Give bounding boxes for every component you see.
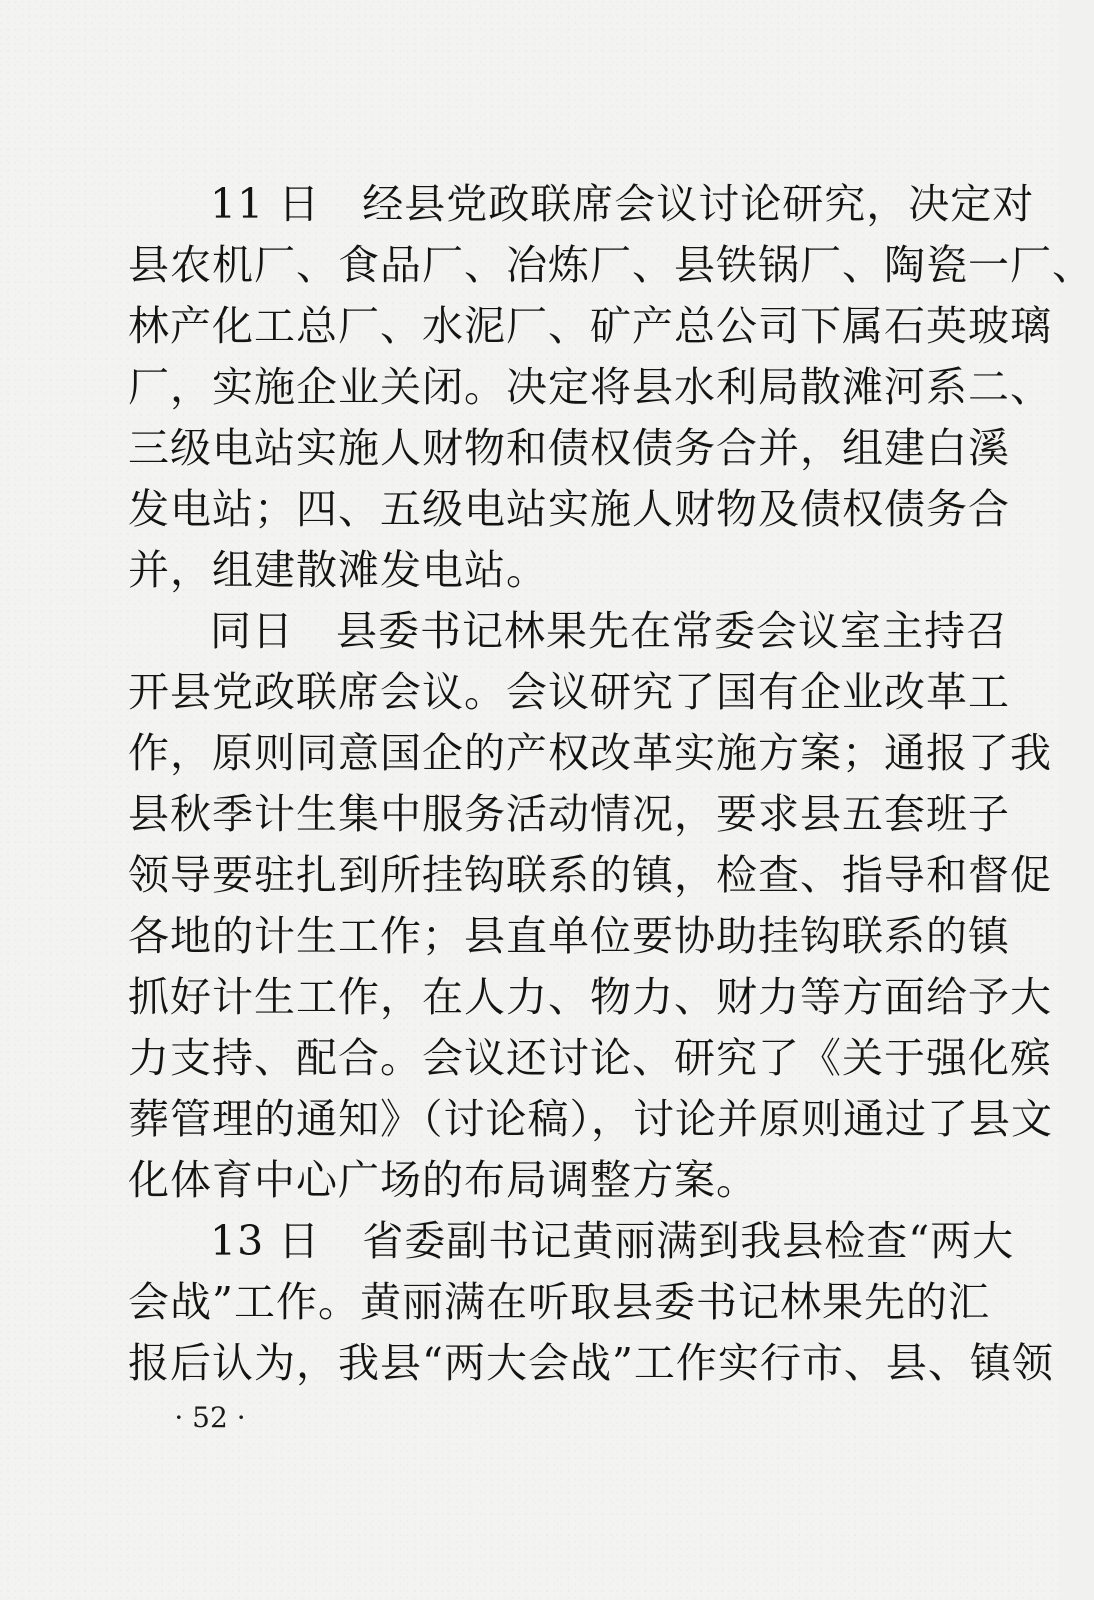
text-line: 抓好计生工作，在人力、物力、财力等方面给予大 (128, 973, 1052, 1021)
text-line: 11 日 经县党政联席会议讨论研究，决定对 (210, 180, 1035, 228)
body-text (128, 174, 1094, 1394)
text-line: 同日 县委书记林果先在常委会议室主持召 (210, 607, 1008, 655)
text-line: 各地的计生工作；县直单位要协助挂钩联系的镇 (128, 912, 1010, 960)
text-line: 力支持、配合。会议还讨论、研究了《关于强化殡 (128, 1034, 1052, 1082)
text-line: 领导要驻扎到所挂钩联系的镇，检查、指导和督促 (128, 851, 1052, 899)
text-line: 化体育中心广场的布局调整方案。 (128, 1156, 758, 1204)
text-line: 林产化工总厂、水泥厂、矿产总公司下属石英玻璃 (128, 302, 1052, 350)
text-line: 三级电站实施人财物和债权债务合并，组建白溪 (128, 424, 1010, 472)
text-line: 厂，实施企业关闭。决定将县水利局散滩河系二、 (128, 363, 1052, 411)
page-number: · 52 · (174, 1401, 246, 1434)
text-line: 13 日 省委副书记黄丽满到我县检查“两大 (210, 1217, 1015, 1265)
text-line: 县秋季计生集中服务活动情况，要求县五套班子 (128, 790, 1010, 838)
text-line: 报后认为，我县“两大会战”工作实行市、县、镇领 (128, 1339, 1054, 1387)
text-line: 作，原则同意国企的产权改革实施方案；通报了我 (128, 729, 1052, 777)
text-line: 并，组建散滩发电站。 (128, 546, 548, 594)
text-line: 发电站；四、五级电站实施人财物及债权债务合 (128, 485, 1010, 533)
text-line: 会战”工作。黄丽满在听取县委书记林果先的汇 (128, 1278, 990, 1326)
text-line: 开县党政联席会议。会议研究了国有企业改革工 (128, 668, 1010, 716)
text-line: 县农机厂、食品厂、冶炼厂、县铁锅厂、陶瓷一厂、 (128, 241, 1094, 289)
text-line: 葬管理的通知》（讨论稿），讨论并原则通过了县文 (128, 1095, 1053, 1143)
